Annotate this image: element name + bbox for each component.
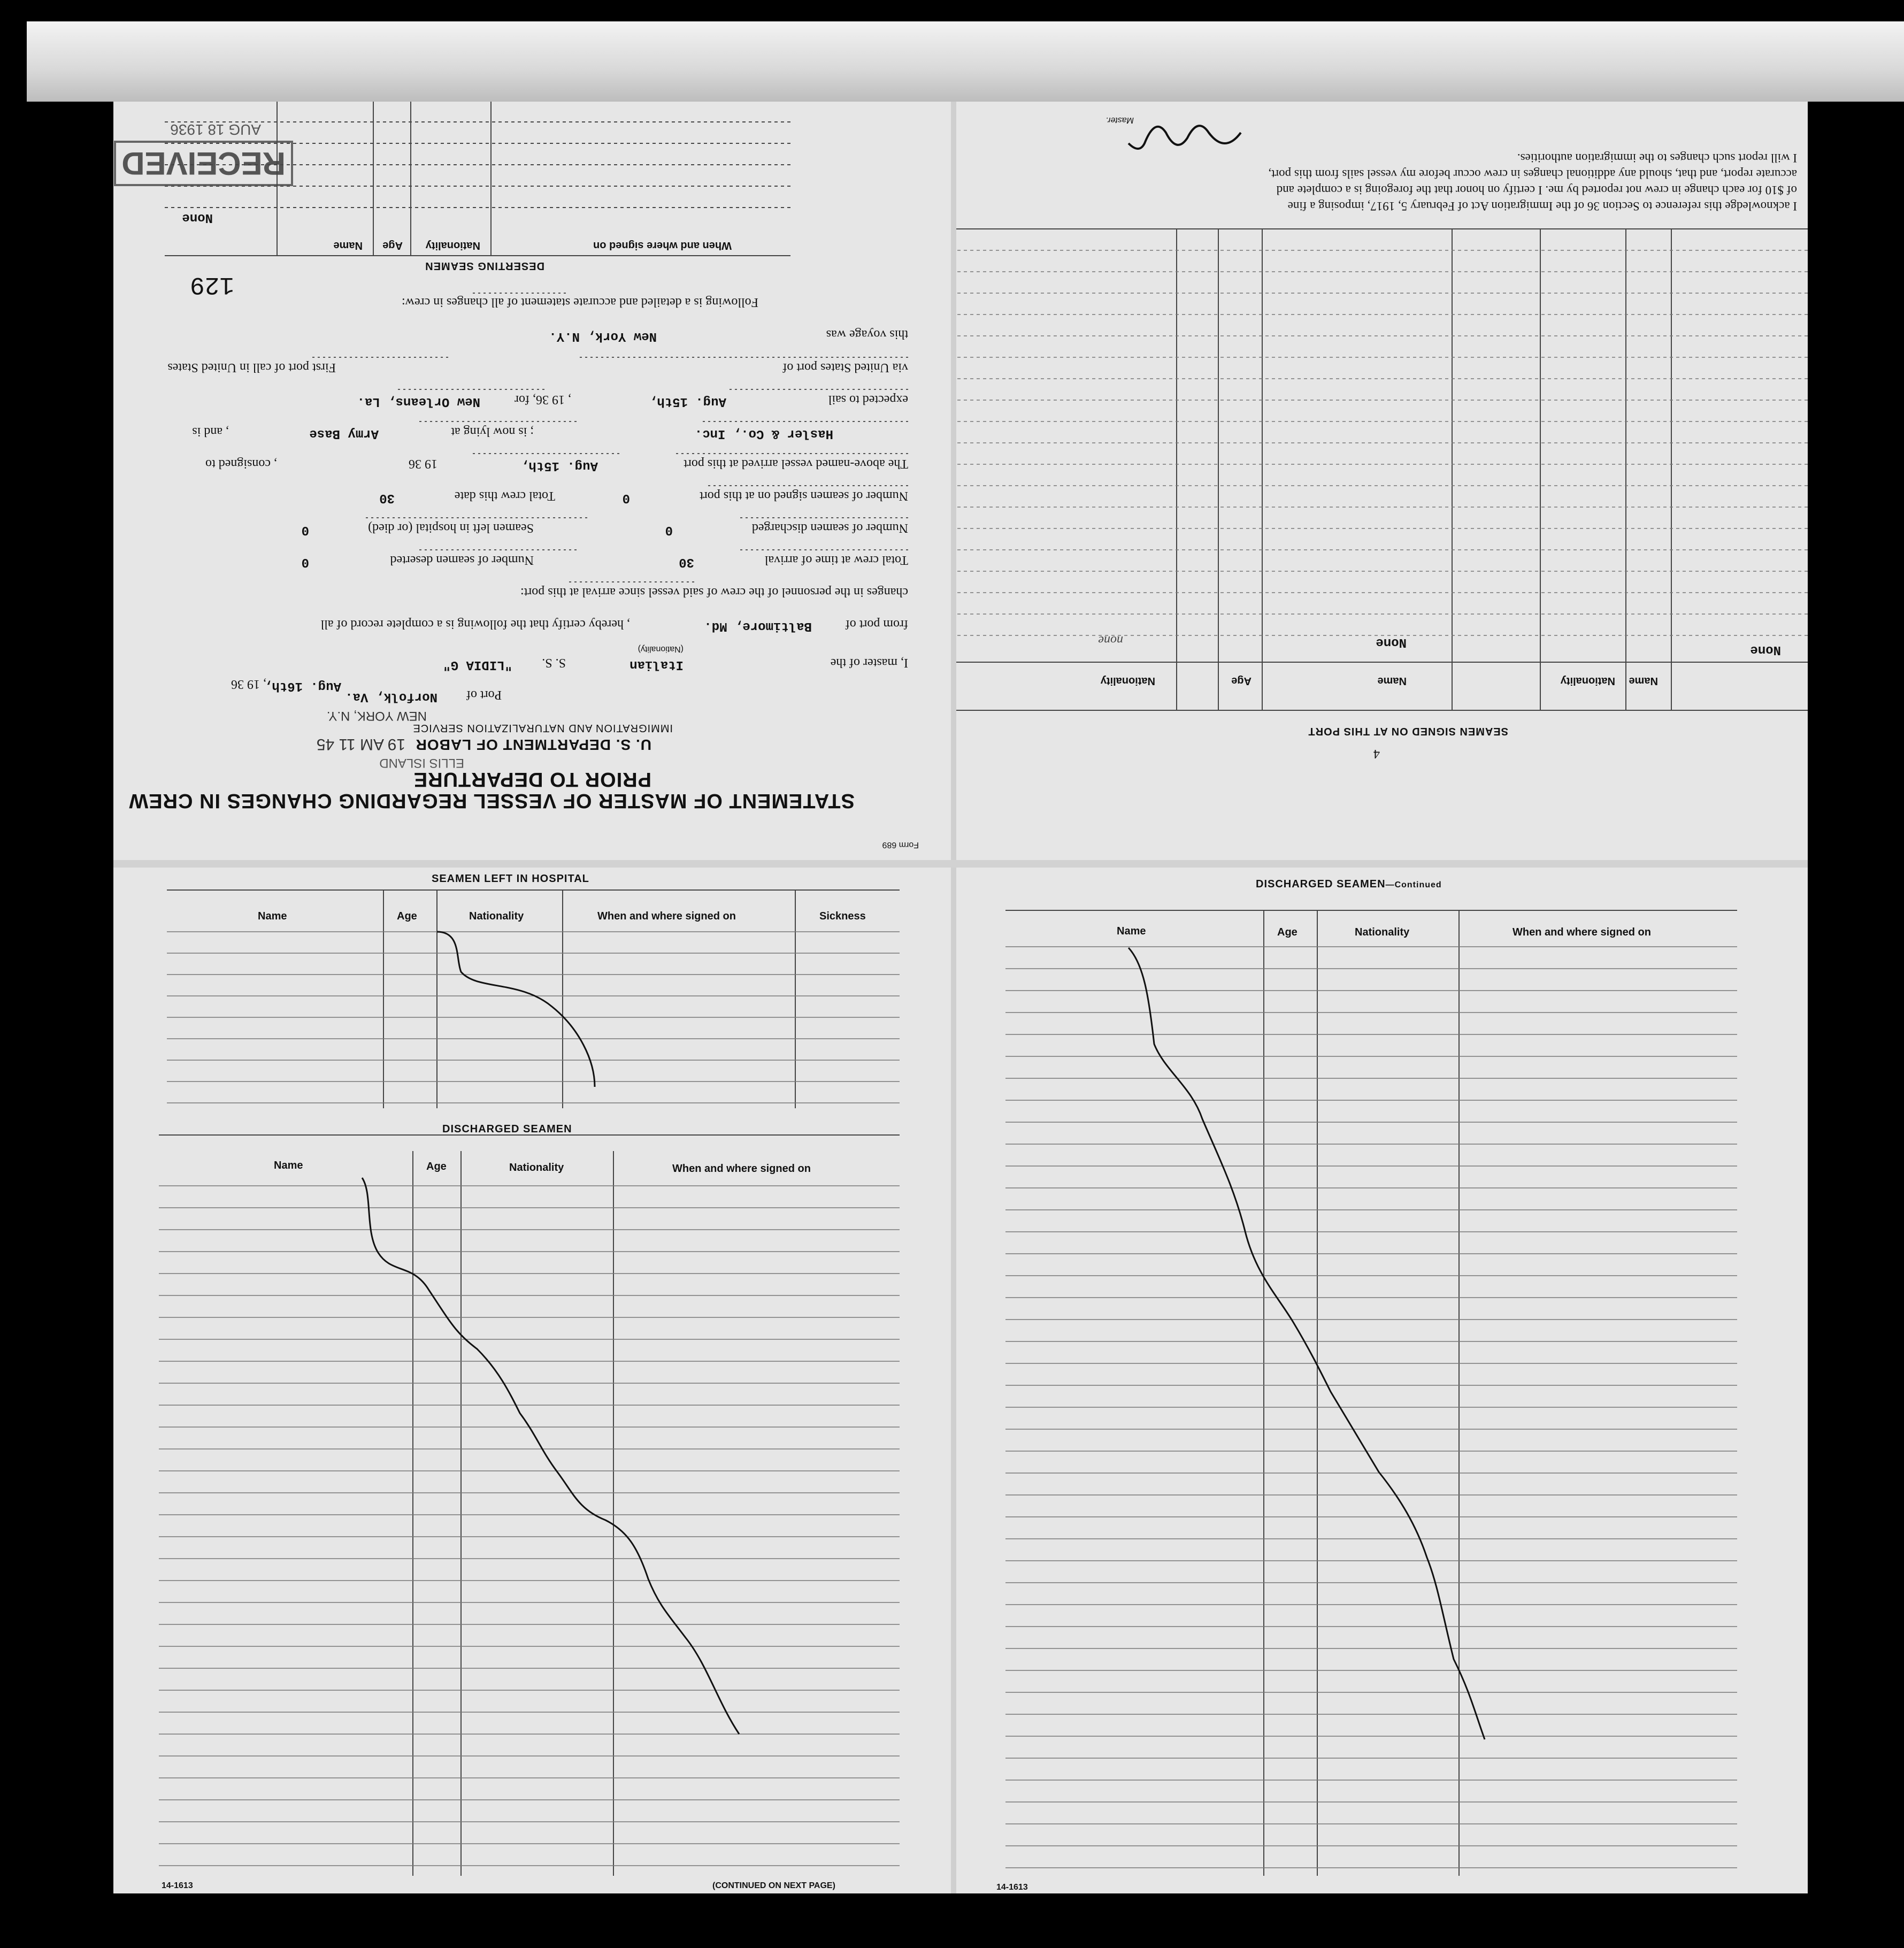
continued-suffix: —Continued [1385,880,1442,889]
signed-on-panel: I acknowledge this reference to Section 36 of the Immigration Act of February 5, 1917, imposing a fine of $10 for each change in crew not reported by me. I certify on honor that the foregoing is a complete and accurate report, and that, should any additional changes in crew occur before my vessel sails from this port, I will report such changes to the immigration authorities. Master. Name Nationality Name Age Nationality None None none SEAMEN SIGNED ON AT THIS PORT 4 [956,102,1808,860]
master-signature [1128,126,1241,149]
discharged-continued-panel: DISCHARGED SEAMEN—Continued Name Age Nationality When and where signed on 14-1613 [956,868,1808,1893]
hospital-void-stroke [437,932,595,1087]
hospital-table-lines [113,868,951,1893]
received-stamp: RECEIVED AUG 18 1936 [133,111,293,229]
discharged-void-stroke [362,1178,739,1734]
discharged-continued-lines [956,868,1808,1893]
scanner-edge-band [27,21,1904,102]
horizontal-fold [113,860,1808,868]
signed-on-table-lines [956,102,1808,860]
vertical-fold [951,102,956,1893]
continued-void-stroke [1128,948,1485,1739]
discharged-continued-title: DISCHARGED SEAMEN [1256,878,1386,890]
hospital-discharged-panel: SEAMEN LEFT IN HOSPITAL Name Age Nationality When and where signed on Sickness DISCHARGED SEAMEN Name Age Nationality When and where signed on 14-1613 (CONTINUED ON NEXT PAGE) [113,868,951,1893]
statement-panel: RECEIVED AUG 18 1936 Name Age Nationality When and where signed on None DESERTING SEAMEN 129 Following is a detailed and accurate statement of all changes in crew: this voyage was New York, N.Y. via United States port of First port of call in United States expected to sail Aug. 15th, , 19 36, for New Orleans, La. ; is now lying at Army Base , and is Hasler & Co., Inc. The above-named vessel arrived at this port Aug. 15th, 19 36 , consigned to Number of seamen signed on at this port 0 Total crew this date 30 Number of seamen discharged 0 Seamen left in hospital (or died) 0 Total crew at time of arrival 30 Number of seamen deserted 0 changes in the personnel of the crew of said vessel since arrival at this port: from port of Baltimore, Md. , hereby certify that the following is a complete record of all (Nationality) I, master of the Italian S. S. "LIDIA G" Port of Norfolk, Va. NEW YORK, N.Y. Aug. 16th, , 19 36 U. S. DEPARTMENT OF LABOR IMMIGRATION AND NATURALIZATION SERVICE 19 AM 11 45 STATEMENT OF MASTER OF VESSEL REGARDING CHANGES IN CREW PRIOR TO DEPARTURE ELLIS ISLAND Form 689 [113,102,951,860]
